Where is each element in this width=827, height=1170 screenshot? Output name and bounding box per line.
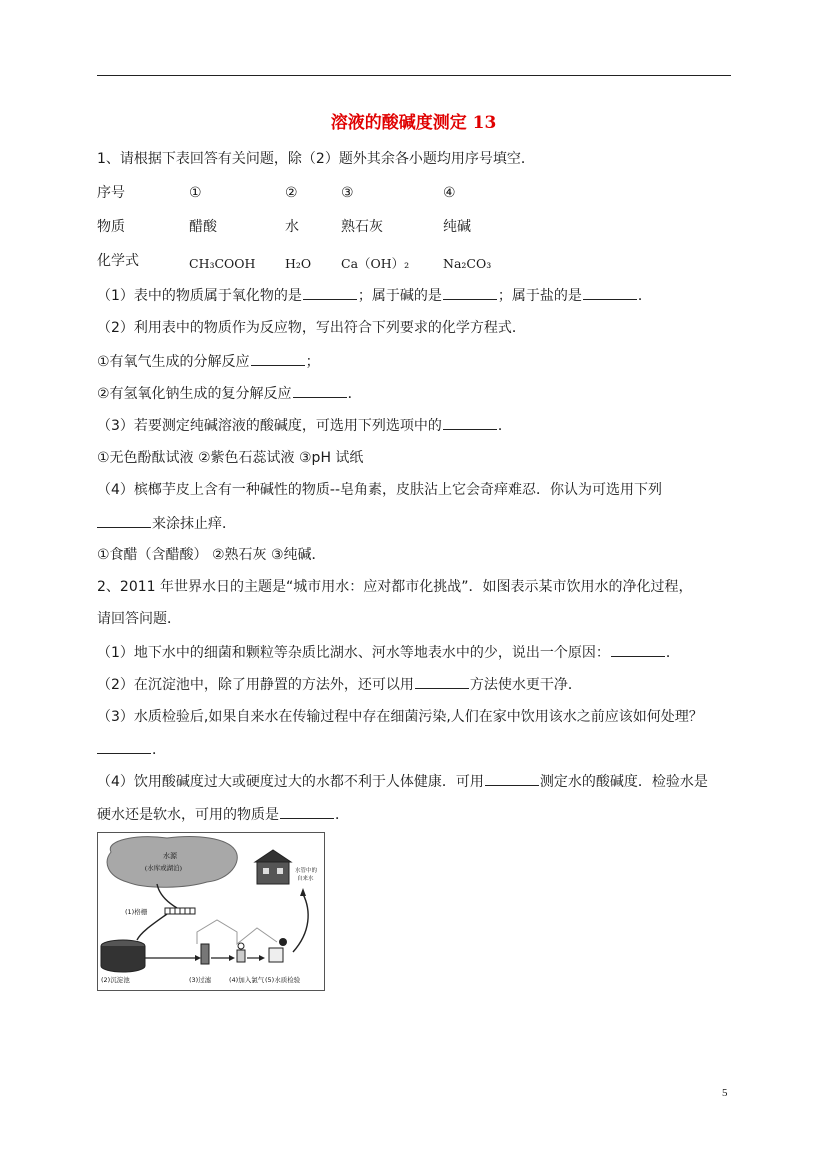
answer-blank[interactable] [443,415,497,430]
table-cell: ④ [443,185,456,201]
answer-blank[interactable] [303,285,357,300]
table-cell: ③ [341,185,354,201]
q1-part4-cont: 来涂抹止痒． [97,513,236,534]
page-number: 5 [722,1087,728,1099]
q2-part3: （3）水质检验后,如果自来水在传输过程中存在细菌污染,人们在家中饮用该水之前应该如何处理？ [97,709,703,725]
q1-part2: （2）利用表中的物质作为反应物，写出符合下列要求的化学方程式． [97,320,526,336]
step5-label: (5)水质检验 [265,976,301,984]
q1-part2a: ①有氧气生成的分解反应 ； [97,351,320,372]
table-cell: 纯碱 [443,219,471,235]
step4-label: (4)加入氯气 [229,976,265,984]
source-label: 水源 [163,852,177,860]
page-title: 溶液的酸碱度测定 13 [330,113,497,133]
answer-blank[interactable] [443,285,497,300]
q1-intro: 1、请根据下表回答有关问题，除（2）题外其余各小题均用序号填空． [97,151,535,167]
table-cell: 化学式 [97,253,139,269]
answer-blank[interactable] [293,383,347,398]
table-cell: ② [285,185,298,201]
water-purification-figure [97,832,325,991]
q2-part2: （2）在沉淀池中，除了用静置的方法外，还可以用 方法使水更干净． [97,674,582,695]
q1-part3-options: ①无色酚酞试液 ②紫色石蕊试液 ③pH 试纸 [97,450,364,466]
step2-label: (2)沉淀池 [101,976,130,984]
answer-blank[interactable] [415,674,469,689]
table-cell: Ca（OH）₂ [341,256,410,271]
answer-blank[interactable] [97,739,151,754]
q2-intro-cont: 请回答问题． [97,611,181,627]
source-sub-label: (水库或湖泊) [145,865,182,872]
step3-label: (3)过滤 [189,976,212,984]
chlorine-icon [237,950,245,962]
table-cell: CH₃COOH [189,256,256,271]
q1-part1: （1）表中的物质属于氧化物的是 ；属于碱的是 ；属于盐的是 ． [97,285,652,306]
tap-label-1: 水管中的 [295,868,318,874]
q2-part4: （4）饮用酸碱度过大或硬度过大的水都不利于人体健康．可用 测定水的酸碱度．检验水是 [97,771,708,792]
tap-label-2: 自来水 [297,876,314,882]
water-source-shape [107,837,237,888]
answer-blank[interactable] [485,771,539,786]
answer-blank[interactable] [583,285,637,300]
table-cell: ① [189,185,202,201]
step1-label: (1)格栅 [125,908,148,916]
answer-blank[interactable] [280,804,334,819]
q2-part3-answer: ． [97,739,166,760]
table-cell: 序号 [97,185,125,201]
table-cell: Na₂CO₃ [443,256,492,271]
table-cell: 熟石灰 [341,219,383,235]
q1-part4-options: ①食醋（含醋酸） ②熟石灰 ③纯碱． [97,547,326,563]
table-cell: H₂O [285,256,312,271]
q2-part4-cont: 硬水还是软水，可用的物质是 ． [97,804,349,825]
table-cell: 物质 [97,219,125,235]
q1-part3: （3）若要测定纯碱溶液的酸碱度，可选用下列选项中的 ． [97,415,512,436]
answer-blank[interactable] [611,642,665,657]
table-cell: 水 [285,219,299,235]
answer-blank[interactable] [97,513,151,528]
q2-part1: （1）地下水中的细菌和颗粒等杂质比湖水、河水等地表水中的少，说出一个原因： ． [97,642,680,663]
header-rule [97,75,731,76]
water-test-icon [269,948,283,962]
q1-part4: （4）槟榔芋皮上含有一种碱性的物质--皂角素，皮肤沾上它会奇痒难忍．你认为可选用下列 [97,482,663,498]
answer-blank[interactable] [251,351,305,366]
filter-icon [201,944,209,964]
q1-part2b: ②有氢氧化钠生成的复分解反应 ． [97,383,362,404]
q2-intro: 2、2011 年世界水日的主题是“城市用水：应对都市化挑战”．如图表示某市饮用水的净化过程， [97,579,693,595]
table-cell: 醋酸 [189,219,217,235]
